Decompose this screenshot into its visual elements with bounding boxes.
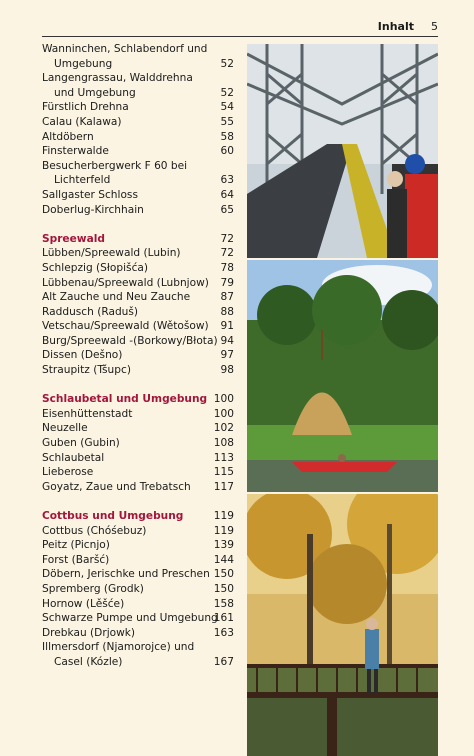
- toc-section-heading: [42, 509, 234, 524]
- toc-entry: [42, 567, 234, 582]
- toc-entry: [42, 436, 234, 451]
- page-header: [42, 20, 438, 37]
- toc-entry-page: 91: [220, 320, 234, 333]
- toc-entry-page: 79: [220, 276, 234, 289]
- toc-entry-title: Döbern, Jerischke und Preschen: [42, 568, 210, 581]
- toc-entry-page: 158: [213, 597, 234, 610]
- toc-entry-title: Calau (Kalawa): [42, 115, 122, 128]
- toc-entry-title: Vetschau/Spreewald (Wětošow): [42, 320, 209, 333]
- toc-entry-page: 139: [213, 539, 234, 552]
- toc-entry: [42, 100, 234, 115]
- toc-entry: [42, 421, 234, 436]
- toc-entry: [42, 582, 234, 597]
- toc-entry-title: Finsterwalde: [42, 145, 109, 158]
- toc-entry-title: Fürstlich Drehna: [42, 101, 129, 114]
- toc-entry-title: Casel (Kózle): [54, 655, 123, 668]
- toc-entry-title: Besucherbergwerk F 60 bei: [42, 159, 188, 172]
- toc-entry: [42, 407, 234, 422]
- toc-entry-page: 60: [220, 145, 234, 158]
- toc-gap: [42, 378, 234, 393]
- toc-entry-page: 72: [220, 247, 234, 260]
- toc-entry: [42, 42, 234, 57]
- toc-entry: [42, 144, 234, 159]
- toc-entry: [42, 86, 234, 101]
- toc-entry: [42, 363, 234, 378]
- toc-section-heading: [42, 232, 234, 247]
- toc-entry-page: 87: [220, 291, 234, 304]
- toc-entry: [42, 524, 234, 539]
- toc-entry-page: 64: [220, 188, 234, 201]
- toc-entry: [42, 173, 234, 188]
- toc-entry: [42, 57, 234, 72]
- toc-entry: [42, 305, 234, 320]
- toc-entry-title: Sallgaster Schloss: [42, 188, 138, 201]
- toc-entry: [42, 290, 234, 305]
- toc-entry-page: 144: [213, 553, 234, 566]
- toc-entry: [42, 71, 234, 86]
- toc-entry-page: 108: [213, 437, 234, 450]
- toc-entry-title: Alt Zauche und Neu Zauche: [42, 291, 191, 304]
- toc-entry-title: Schlaubetal: [42, 451, 105, 464]
- toc-entry-page: 72: [220, 232, 234, 245]
- toc-entry: [42, 480, 234, 495]
- toc-entry: [42, 553, 234, 568]
- toc-entry-page: 100: [213, 407, 234, 420]
- toc-entry-title: Peitz (Picnjo): [42, 539, 110, 552]
- toc-entry-page: 94: [220, 334, 234, 347]
- toc-entry-page: 55: [220, 115, 234, 128]
- toc-entry-page: 167: [213, 655, 234, 668]
- toc-entry: [42, 451, 234, 466]
- toc-entry-title: Eisenhüttenstadt: [42, 407, 133, 420]
- toc-entry-page: 119: [213, 510, 234, 522]
- toc-entry: [42, 261, 234, 276]
- toc-section-heading: [42, 392, 234, 407]
- toc-gap: [42, 217, 234, 232]
- toc-entry: [42, 334, 234, 349]
- toc-entry-page: 163: [213, 626, 234, 639]
- toc-entry-title: Doberlug-Kirchhain: [42, 203, 144, 216]
- toc-entry-page: 65: [220, 203, 234, 216]
- toc-entry: [42, 348, 234, 363]
- toc-entry-title: Spreewald: [42, 232, 105, 245]
- toc-entry-title: Cottbus und Umgebung: [42, 510, 184, 522]
- toc-entry-page: 115: [213, 466, 234, 479]
- table-of-contents: [42, 42, 234, 670]
- toc-entry-title: Schlaubetal und Umgebung: [42, 393, 208, 406]
- toc-entry-page: 100: [213, 393, 234, 406]
- toc-entry-title: Hornow (Lěšće): [42, 597, 125, 610]
- toc-entry: [42, 640, 234, 655]
- toc-entry-title: Guben (Gubin): [42, 437, 120, 450]
- toc-entry-title: Schlepzig (Słopišća): [42, 261, 149, 274]
- toc-entry-title: Drebkau (Drjowk): [42, 626, 136, 639]
- toc-entry: [42, 203, 234, 218]
- toc-entry: [42, 188, 234, 203]
- header-title: Inhalt: [377, 20, 414, 33]
- toc-entry-title: Straupitz (Tšupc): [42, 364, 131, 377]
- toc-entry-page: 117: [213, 480, 234, 493]
- toc-entry-page: 97: [220, 349, 234, 362]
- toc-entry: [42, 611, 234, 626]
- toc-entry: [42, 626, 234, 641]
- toc-entry-title: Burg/Spreewald -(Borkowy/Błota): [42, 334, 218, 347]
- toc-entry-page: 150: [213, 568, 234, 581]
- toc-entry-title: und Umgebung: [54, 86, 136, 99]
- toc-entry-page: 52: [220, 57, 234, 70]
- toc-entry-title: Schwarze Pumpe und Umgebung: [42, 612, 218, 625]
- page-number: 5: [431, 20, 438, 33]
- toc-entry-page: 63: [220, 174, 234, 187]
- toc-entry-title: Lübben/Spreewald (Lubin): [42, 247, 181, 260]
- toc-entry-title: Goyatz, Zaue und Trebatsch: [42, 480, 191, 493]
- toc-entry-title: Dissen (Dešno): [42, 349, 123, 362]
- photo-haystack-canoe: [247, 260, 438, 492]
- toc-gap: [42, 494, 234, 509]
- toc-entry-title: Altdöbern: [42, 130, 94, 143]
- toc-entry-page: 113: [213, 451, 234, 464]
- toc-entry-title: Langengrassau, Walddrehna: [42, 72, 193, 85]
- toc-entry-title: Neuzelle: [42, 422, 88, 435]
- toc-entry-title: Raddusch (Raduš): [42, 305, 139, 318]
- toc-entry-page: 98: [220, 364, 234, 377]
- photo-conveyor-bridge: [247, 44, 438, 258]
- toc-entry: [42, 130, 234, 145]
- toc-entry-title: Forst (Baršć): [42, 553, 110, 566]
- toc-entry-page: 102: [213, 422, 234, 435]
- toc-entry-title: Lübbenau/Spreewald (Lubnjow): [42, 276, 209, 289]
- toc-entry-page: 78: [220, 261, 234, 274]
- toc-entry-title: Umgebung: [54, 57, 113, 70]
- toc-entry: [42, 319, 234, 334]
- toc-entry: [42, 276, 234, 291]
- toc-entry: [42, 159, 234, 174]
- toc-entry-title: Lieberose: [42, 466, 94, 479]
- toc-entry: [42, 597, 234, 612]
- toc-entry: [42, 655, 234, 670]
- toc-entry: [42, 115, 234, 130]
- toc-entry: [42, 465, 234, 480]
- toc-entry-title: Spremberg (Grodk): [42, 582, 144, 595]
- toc-entry: [42, 246, 234, 261]
- toc-entry-title: Wanninchen, Schlabendorf und: [42, 43, 208, 55]
- toc-entry-page: 88: [220, 305, 234, 318]
- toc-entry-page: 58: [220, 130, 234, 143]
- toc-entry-page: 119: [213, 524, 234, 537]
- toc-entry-page: 150: [213, 582, 234, 595]
- toc-entry-title: Illmersdorf (Njamorojce) und: [42, 641, 195, 654]
- toc-entry-page: 54: [220, 101, 234, 114]
- toc-entry-title: Lichterfeld: [54, 174, 111, 187]
- toc-entry-title: Cottbus (Chóśebuz): [42, 524, 147, 537]
- photo-footbridge-autumn: [247, 494, 438, 756]
- toc-entry: [42, 538, 234, 553]
- toc-entry-page: 161: [213, 612, 234, 625]
- toc-entry-page: 52: [220, 86, 234, 99]
